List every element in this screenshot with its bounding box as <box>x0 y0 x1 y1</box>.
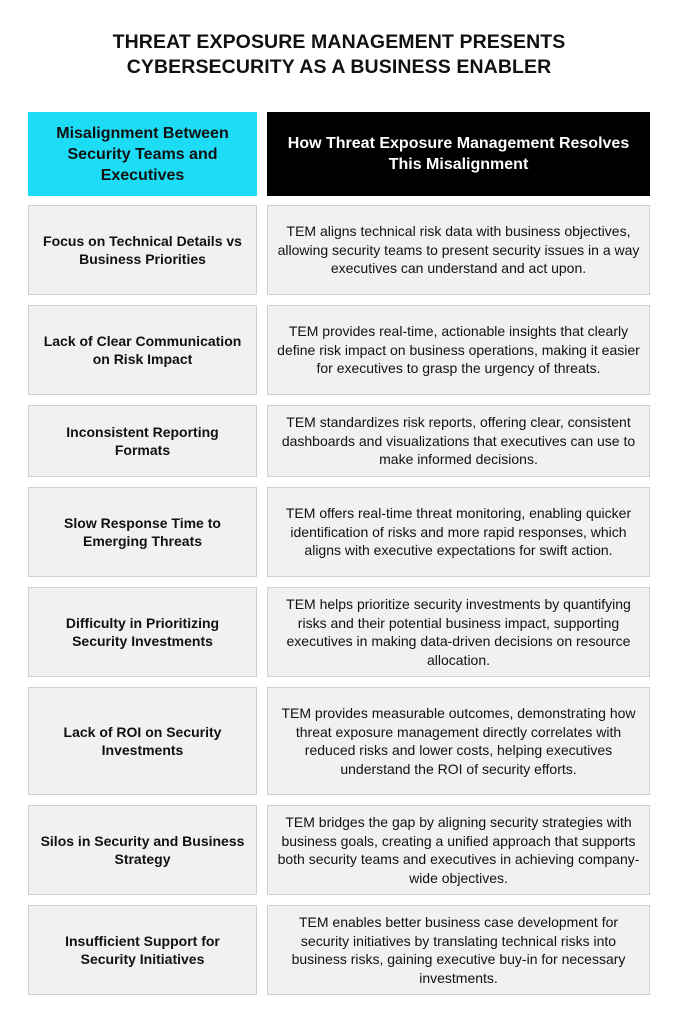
page-title-line-1: THREAT EXPOSURE MANAGEMENT PRESENTS <box>112 31 566 53</box>
misalignment-cell: Inconsistent Reporting Formats <box>28 405 257 477</box>
resolution-cell: TEM bridges the gap by aligning security strategies with business goals, creating a unified approach that supports both security teams and executives in achieving company-wide objectives. <box>267 805 650 895</box>
page-title-line-2: CYBERSECURITY AS A BUSINESS ENABLER <box>126 56 552 78</box>
page-title <box>0 30 678 80</box>
misalignment-cell: Insufficient Support for Security Initiatives <box>28 905 257 995</box>
resolution-cell: TEM enables better business case development for security initiatives by translating technical risks into business risks, gaining executive buy-in for necessary investments. <box>267 905 650 995</box>
resolution-cell: TEM provides measurable outcomes, demonstrating how threat exposure management directly correlates with reduced risks and lower costs, helping executives understand the ROI of security efforts. <box>267 687 650 795</box>
resolution-cell: TEM aligns technical risk data with business objectives, allowing security teams to present security issues in a way executives can understand and act upon. <box>267 205 650 295</box>
resolution-cell: TEM standardizes risk reports, offering clear, consistent dashboards and visualizations that executives can use to make informed decisions. <box>267 405 650 477</box>
misalignment-cell: Focus on Technical Details vs Business Priorities <box>28 205 257 295</box>
misalignment-cell: Difficulty in Prioritizing Security Investments <box>28 587 257 677</box>
misalignment-cell: Slow Response Time to Emerging Threats <box>28 487 257 577</box>
column-header-misalignment: Misalignment Between Security Teams and Executives <box>28 112 257 196</box>
misalignment-cell: Lack of Clear Communication on Risk Impact <box>28 305 257 395</box>
column-header-resolution: How Threat Exposure Management Resolves This Misalignment <box>267 112 650 196</box>
resolution-cell: TEM helps prioritize security investments by quantifying risks and their potential business impact, supporting executives in making data-driven decisions on resource allocation. <box>267 587 650 677</box>
resolution-cell: TEM offers real-time threat monitoring, enabling quicker identification of risks and more rapid responses, which aligns with executive expectations for swift action. <box>267 487 650 577</box>
misalignment-cell: Lack of ROI on Security Investments <box>28 687 257 795</box>
misalignment-cell: Silos in Security and Business Strategy <box>28 805 257 895</box>
resolution-cell: TEM provides real-time, actionable insights that clearly define risk impact on business operations, making it easier for executives to grasp the urgency of threats. <box>267 305 650 395</box>
